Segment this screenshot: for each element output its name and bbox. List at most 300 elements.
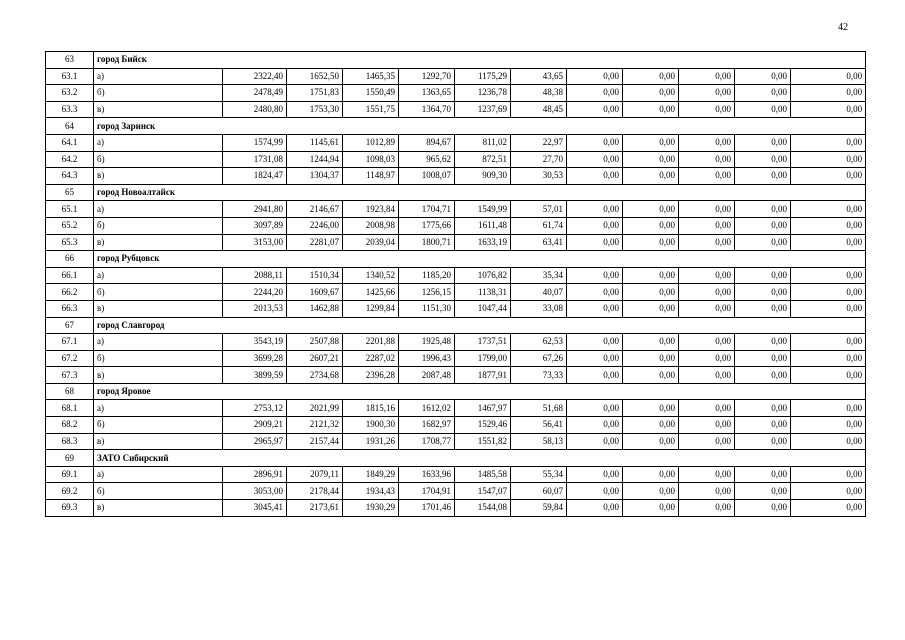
row-code: 64.3 <box>46 168 94 185</box>
value-cell: 0,00 <box>623 68 679 85</box>
row-variant: а) <box>94 68 223 85</box>
row-code: 64.2 <box>46 151 94 168</box>
value-cell: 2478,49 <box>223 85 287 102</box>
row-variant: б) <box>94 85 223 102</box>
value-cell: 1145,61 <box>287 134 343 151</box>
group-title: город Яровое <box>94 383 866 400</box>
value-cell: 73,33 <box>511 367 567 384</box>
value-cell: 48,45 <box>511 101 567 118</box>
value-cell: 57,01 <box>511 201 567 218</box>
value-cell: 1551,75 <box>343 101 399 118</box>
value-cell: 0,00 <box>735 300 791 317</box>
value-cell: 1012,89 <box>343 134 399 151</box>
value-cell: 0,00 <box>791 417 866 434</box>
value-cell: 1652,50 <box>287 68 343 85</box>
row-variant: а) <box>94 267 223 284</box>
row-variant: в) <box>94 500 223 517</box>
value-cell: 59,84 <box>511 500 567 517</box>
row-code: 68.2 <box>46 417 94 434</box>
value-cell: 43,65 <box>511 68 567 85</box>
value-cell: 1799,00 <box>455 350 511 367</box>
value-cell: 1244,94 <box>287 151 343 168</box>
value-cell: 2909,21 <box>223 417 287 434</box>
row-variant: а) <box>94 334 223 351</box>
value-cell: 1485,58 <box>455 466 511 483</box>
value-cell: 0,00 <box>791 284 866 301</box>
value-cell: 1609,67 <box>287 284 343 301</box>
value-cell: 909,30 <box>455 168 511 185</box>
value-cell: 0,00 <box>567 400 623 417</box>
value-cell: 0,00 <box>791 350 866 367</box>
value-cell: 0,00 <box>735 500 791 517</box>
value-cell: 63,41 <box>511 234 567 251</box>
value-cell: 1465,35 <box>343 68 399 85</box>
value-cell: 0,00 <box>679 367 735 384</box>
value-cell: 1753,30 <box>287 101 343 118</box>
value-cell: 1923,84 <box>343 201 399 218</box>
row-code: 69.2 <box>46 483 94 500</box>
table-row <box>46 234 866 251</box>
row-variant: а) <box>94 400 223 417</box>
value-cell: 1930,29 <box>343 500 399 517</box>
value-cell: 2178,44 <box>287 483 343 500</box>
value-cell: 1547,07 <box>455 483 511 500</box>
value-cell: 0,00 <box>791 466 866 483</box>
row-code: 67.2 <box>46 350 94 367</box>
value-cell: 1364,70 <box>399 101 455 118</box>
group-title: ЗАТО Сибирский <box>94 450 866 467</box>
value-cell: 0,00 <box>567 217 623 234</box>
value-cell: 2507,88 <box>287 334 343 351</box>
value-cell: 40,07 <box>511 284 567 301</box>
value-cell: 1800,71 <box>399 234 455 251</box>
value-cell: 2021,99 <box>287 400 343 417</box>
value-cell: 0,00 <box>735 400 791 417</box>
table-row <box>46 417 866 434</box>
table-row <box>46 134 866 151</box>
table-row <box>46 217 866 234</box>
value-cell: 51,68 <box>511 400 567 417</box>
value-cell: 1549,99 <box>455 201 511 218</box>
value-cell: 2013,53 <box>223 300 287 317</box>
value-cell: 0,00 <box>623 433 679 450</box>
table-row <box>46 68 866 85</box>
value-cell: 0,00 <box>623 168 679 185</box>
value-cell: 3153,00 <box>223 234 287 251</box>
value-cell: 1047,44 <box>455 300 511 317</box>
value-cell: 0,00 <box>791 134 866 151</box>
value-cell: 1462,88 <box>287 300 343 317</box>
value-cell: 0,00 <box>735 367 791 384</box>
value-cell: 872,51 <box>455 151 511 168</box>
value-cell: 1900,30 <box>343 417 399 434</box>
row-variant: в) <box>94 168 223 185</box>
value-cell: 0,00 <box>735 134 791 151</box>
value-cell: 35,34 <box>511 267 567 284</box>
value-cell: 0,00 <box>567 101 623 118</box>
value-cell: 1934,43 <box>343 483 399 500</box>
value-cell: 0,00 <box>623 483 679 500</box>
table-row <box>46 500 866 517</box>
row-variant: а) <box>94 134 223 151</box>
value-cell: 2246,00 <box>287 217 343 234</box>
value-cell: 33,08 <box>511 300 567 317</box>
value-cell: 0,00 <box>791 234 866 251</box>
value-cell: 2088,11 <box>223 267 287 284</box>
value-cell: 1529,46 <box>455 417 511 434</box>
value-cell: 0,00 <box>735 85 791 102</box>
table-row <box>46 284 866 301</box>
value-cell: 0,00 <box>623 234 679 251</box>
row-code: 65.1 <box>46 201 94 218</box>
value-cell: 1363,65 <box>399 85 455 102</box>
value-cell: 965,62 <box>399 151 455 168</box>
value-cell: 2008,98 <box>343 217 399 234</box>
value-cell: 0,00 <box>679 168 735 185</box>
value-cell: 1931,26 <box>343 433 399 450</box>
value-cell: 0,00 <box>735 350 791 367</box>
row-code: 64.1 <box>46 134 94 151</box>
value-cell: 2896,91 <box>223 466 287 483</box>
value-cell: 1550,49 <box>343 85 399 102</box>
value-cell: 0,00 <box>567 234 623 251</box>
value-cell: 1185,20 <box>399 267 455 284</box>
row-code: 66.3 <box>46 300 94 317</box>
value-cell: 2734,68 <box>287 367 343 384</box>
value-cell: 0,00 <box>735 151 791 168</box>
value-cell: 2480,80 <box>223 101 287 118</box>
table-row <box>46 466 866 483</box>
value-cell: 0,00 <box>623 367 679 384</box>
value-cell: 1236,78 <box>455 85 511 102</box>
value-cell: 1151,30 <box>399 300 455 317</box>
row-variant: б) <box>94 417 223 434</box>
value-cell: 0,00 <box>623 300 679 317</box>
value-cell: 0,00 <box>679 500 735 517</box>
value-cell: 0,00 <box>567 417 623 434</box>
value-cell: 2244,20 <box>223 284 287 301</box>
table-row <box>46 400 866 417</box>
value-cell: 0,00 <box>623 101 679 118</box>
value-cell: 0,00 <box>791 151 866 168</box>
value-cell: 0,00 <box>735 68 791 85</box>
group-title: город Новоалтайск <box>94 184 866 201</box>
value-cell: 2039,04 <box>343 234 399 251</box>
table-row <box>46 267 866 284</box>
value-cell: 2965,97 <box>223 433 287 450</box>
value-cell: 1340,52 <box>343 267 399 284</box>
value-cell: 1877,91 <box>455 367 511 384</box>
value-cell: 0,00 <box>679 400 735 417</box>
group-header-row <box>46 251 866 268</box>
table-row <box>46 201 866 218</box>
table-row <box>46 367 866 384</box>
row-variant: б) <box>94 217 223 234</box>
value-cell: 0,00 <box>735 234 791 251</box>
value-cell: 0,00 <box>679 483 735 500</box>
value-cell: 0,00 <box>623 267 679 284</box>
value-cell: 0,00 <box>679 101 735 118</box>
value-cell: 0,00 <box>567 151 623 168</box>
value-cell: 1925,48 <box>399 334 455 351</box>
value-cell: 1076,82 <box>455 267 511 284</box>
tariff-table <box>45 51 866 517</box>
value-cell: 2322,40 <box>223 68 287 85</box>
group-code: 67 <box>46 317 94 334</box>
value-cell: 1551,82 <box>455 433 511 450</box>
value-cell: 0,00 <box>679 350 735 367</box>
table-row <box>46 151 866 168</box>
value-cell: 0,00 <box>679 217 735 234</box>
value-cell: 0,00 <box>791 483 866 500</box>
value-cell: 1008,07 <box>399 168 455 185</box>
value-cell: 0,00 <box>679 134 735 151</box>
value-cell: 1138,31 <box>455 284 511 301</box>
value-cell: 1612,02 <box>399 400 455 417</box>
page-number: 42 <box>838 22 848 33</box>
value-cell: 1849,29 <box>343 466 399 483</box>
value-cell: 0,00 <box>791 400 866 417</box>
group-title: город Заринск <box>94 118 866 135</box>
value-cell: 0,00 <box>679 433 735 450</box>
value-cell: 2941,80 <box>223 201 287 218</box>
value-cell: 1708,77 <box>399 433 455 450</box>
value-cell: 2121,32 <box>287 417 343 434</box>
value-cell: 58,13 <box>511 433 567 450</box>
value-cell: 0,00 <box>567 500 623 517</box>
value-cell: 0,00 <box>623 217 679 234</box>
value-cell: 0,00 <box>679 417 735 434</box>
value-cell: 811,02 <box>455 134 511 151</box>
group-title: город Славгород <box>94 317 866 334</box>
value-cell: 1815,16 <box>343 400 399 417</box>
value-cell: 1544,08 <box>455 500 511 517</box>
value-cell: 1510,34 <box>287 267 343 284</box>
value-cell: 0,00 <box>623 417 679 434</box>
row-variant: в) <box>94 234 223 251</box>
value-cell: 3699,28 <box>223 350 287 367</box>
row-variant: а) <box>94 466 223 483</box>
value-cell: 2201,88 <box>343 334 399 351</box>
group-code: 68 <box>46 383 94 400</box>
value-cell: 1611,48 <box>455 217 511 234</box>
value-cell: 3543,19 <box>223 334 287 351</box>
group-code: 69 <box>46 450 94 467</box>
value-cell: 2287,02 <box>343 350 399 367</box>
value-cell: 30,53 <box>511 168 567 185</box>
value-cell: 3053,00 <box>223 483 287 500</box>
value-cell: 1704,91 <box>399 483 455 500</box>
value-cell: 0,00 <box>567 168 623 185</box>
value-cell: 0,00 <box>567 334 623 351</box>
value-cell: 0,00 <box>567 367 623 384</box>
value-cell: 1292,70 <box>399 68 455 85</box>
row-code: 69.3 <box>46 500 94 517</box>
group-header-row <box>46 118 866 135</box>
table-row <box>46 300 866 317</box>
value-cell: 0,00 <box>791 267 866 284</box>
value-cell: 0,00 <box>623 500 679 517</box>
row-variant: б) <box>94 151 223 168</box>
table-row <box>46 334 866 351</box>
value-cell: 894,67 <box>399 134 455 151</box>
value-cell: 2396,28 <box>343 367 399 384</box>
value-cell: 0,00 <box>623 284 679 301</box>
value-cell: 1775,66 <box>399 217 455 234</box>
value-cell: 60,07 <box>511 483 567 500</box>
value-cell: 0,00 <box>735 417 791 434</box>
value-cell: 0,00 <box>567 68 623 85</box>
value-cell: 0,00 <box>567 201 623 218</box>
value-cell: 3045,41 <box>223 500 287 517</box>
value-cell: 1425,66 <box>343 284 399 301</box>
value-cell: 0,00 <box>679 68 735 85</box>
value-cell: 0,00 <box>735 284 791 301</box>
value-cell: 1824,47 <box>223 168 287 185</box>
row-variant: б) <box>94 350 223 367</box>
value-cell: 0,00 <box>623 85 679 102</box>
value-cell: 0,00 <box>623 400 679 417</box>
value-cell: 1148,97 <box>343 168 399 185</box>
value-cell: 27,70 <box>511 151 567 168</box>
table-row <box>46 85 866 102</box>
row-code: 68.1 <box>46 400 94 417</box>
value-cell: 3899,59 <box>223 367 287 384</box>
group-header-row <box>46 52 866 69</box>
value-cell: 0,00 <box>791 101 866 118</box>
value-cell: 0,00 <box>567 85 623 102</box>
row-code: 66.1 <box>46 267 94 284</box>
value-cell: 2157,44 <box>287 433 343 450</box>
value-cell: 0,00 <box>567 466 623 483</box>
row-code: 67.3 <box>46 367 94 384</box>
group-header-row <box>46 317 866 334</box>
table-row <box>46 433 866 450</box>
row-variant: в) <box>94 433 223 450</box>
value-cell: 1704,71 <box>399 201 455 218</box>
value-cell: 2607,21 <box>287 350 343 367</box>
value-cell: 0,00 <box>735 334 791 351</box>
value-cell: 2753,12 <box>223 400 287 417</box>
value-cell: 0,00 <box>791 433 866 450</box>
table-row <box>46 168 866 185</box>
value-cell: 2087,48 <box>399 367 455 384</box>
value-cell: 1175,29 <box>455 68 511 85</box>
row-variant: в) <box>94 367 223 384</box>
value-cell: 1304,37 <box>287 168 343 185</box>
value-cell: 0,00 <box>623 350 679 367</box>
value-cell: 48,38 <box>511 85 567 102</box>
row-variant: в) <box>94 101 223 118</box>
value-cell: 0,00 <box>791 217 866 234</box>
value-cell: 0,00 <box>735 483 791 500</box>
row-variant: б) <box>94 284 223 301</box>
row-code: 65.3 <box>46 234 94 251</box>
group-code: 66 <box>46 251 94 268</box>
row-code: 63.2 <box>46 85 94 102</box>
value-cell: 1574,99 <box>223 134 287 151</box>
group-code: 64 <box>46 118 94 135</box>
row-code: 68.3 <box>46 433 94 450</box>
value-cell: 0,00 <box>679 85 735 102</box>
value-cell: 0,00 <box>679 300 735 317</box>
value-cell: 1098,03 <box>343 151 399 168</box>
value-cell: 0,00 <box>735 267 791 284</box>
table-row <box>46 350 866 367</box>
row-code: 66.2 <box>46 284 94 301</box>
value-cell: 2173,61 <box>287 500 343 517</box>
group-title: город Бийск <box>94 52 866 69</box>
value-cell: 0,00 <box>791 85 866 102</box>
value-cell: 1467,97 <box>455 400 511 417</box>
value-cell: 3097,89 <box>223 217 287 234</box>
value-cell: 0,00 <box>623 201 679 218</box>
value-cell: 0,00 <box>567 284 623 301</box>
value-cell: 0,00 <box>567 483 623 500</box>
value-cell: 2146,67 <box>287 201 343 218</box>
value-cell: 0,00 <box>567 267 623 284</box>
value-cell: 0,00 <box>735 466 791 483</box>
row-code: 69.1 <box>46 466 94 483</box>
value-cell: 0,00 <box>679 334 735 351</box>
value-cell: 1751,83 <box>287 85 343 102</box>
value-cell: 61,74 <box>511 217 567 234</box>
value-cell: 0,00 <box>679 284 735 301</box>
value-cell: 1737,51 <box>455 334 511 351</box>
value-cell: 0,00 <box>791 300 866 317</box>
value-cell: 0,00 <box>735 201 791 218</box>
value-cell: 0,00 <box>735 101 791 118</box>
row-code: 67.1 <box>46 334 94 351</box>
row-code: 65.2 <box>46 217 94 234</box>
value-cell: 0,00 <box>679 151 735 168</box>
value-cell: 0,00 <box>679 234 735 251</box>
value-cell: 62,53 <box>511 334 567 351</box>
value-cell: 1701,46 <box>399 500 455 517</box>
value-cell: 0,00 <box>735 217 791 234</box>
value-cell: 0,00 <box>567 433 623 450</box>
value-cell: 1237,69 <box>455 101 511 118</box>
group-code: 63 <box>46 52 94 69</box>
value-cell: 0,00 <box>679 466 735 483</box>
value-cell: 0,00 <box>567 134 623 151</box>
row-variant: а) <box>94 201 223 218</box>
value-cell: 0,00 <box>735 168 791 185</box>
table-body <box>46 52 866 517</box>
value-cell: 2079,11 <box>287 466 343 483</box>
value-cell: 0,00 <box>791 201 866 218</box>
value-cell: 56,41 <box>511 417 567 434</box>
value-cell: 0,00 <box>679 267 735 284</box>
row-variant: б) <box>94 483 223 500</box>
value-cell: 1731,08 <box>223 151 287 168</box>
value-cell: 67,26 <box>511 350 567 367</box>
value-cell: 0,00 <box>623 334 679 351</box>
group-title: город Рубцовск <box>94 251 866 268</box>
value-cell: 55,34 <box>511 466 567 483</box>
value-cell: 0,00 <box>791 168 866 185</box>
value-cell: 22,97 <box>511 134 567 151</box>
group-header-row <box>46 450 866 467</box>
value-cell: 0,00 <box>623 134 679 151</box>
group-header-row <box>46 383 866 400</box>
value-cell: 1682,97 <box>399 417 455 434</box>
value-cell: 0,00 <box>623 466 679 483</box>
value-cell: 0,00 <box>679 201 735 218</box>
value-cell: 0,00 <box>735 433 791 450</box>
value-cell: 0,00 <box>567 350 623 367</box>
table-row <box>46 483 866 500</box>
